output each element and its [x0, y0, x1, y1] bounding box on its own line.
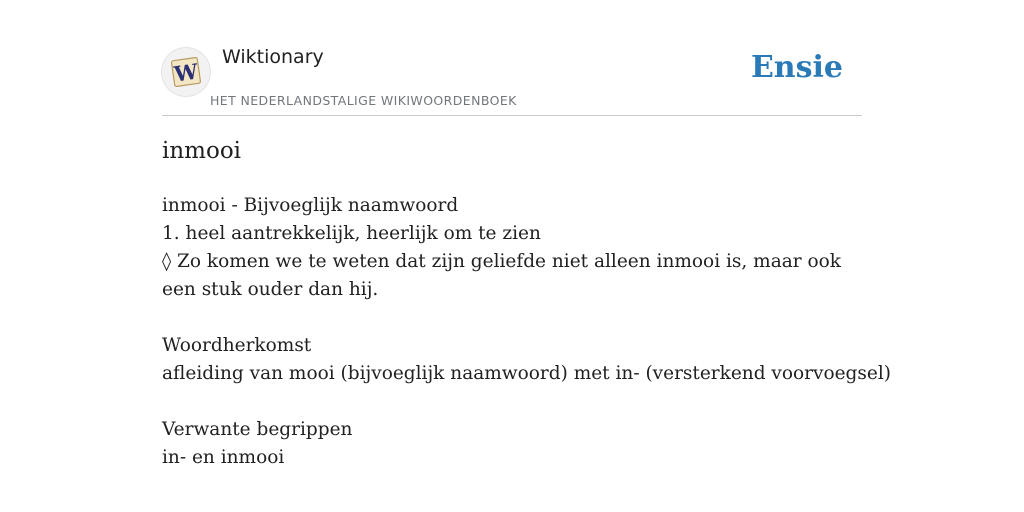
example-sentence: ◊ Zo komen we te weten dat zijn geliefde niet alleen inmooi is, maar ook een stuk ouder dan hij. — [162, 251, 841, 300]
page-title: inmooi — [162, 138, 242, 164]
etymology-text: afleiding van mooi (bijvoeglijk naamwoord) met in- (versterkend voorvoegsel) — [162, 363, 891, 384]
etymology-heading: Woordherkomst — [162, 335, 312, 356]
definition: 1. heel aantrekkelijk, heerlijk om te zien — [162, 223, 541, 244]
wiktionary-w-tile-icon — [162, 48, 210, 96]
spacer — [162, 304, 862, 332]
wiktionary-logo-icon[interactable] — [162, 48, 210, 96]
spacer — [162, 388, 862, 416]
headword-line: inmooi - Bijvoeglijk naamwoord — [162, 195, 459, 216]
related-heading: Verwante begrippen — [162, 419, 353, 440]
related-terms: in- en inmooi — [162, 447, 285, 468]
site-tagline: HET NEDERLANDSTALIGE WIKIWOORDENBOEK — [210, 93, 517, 108]
site-name[interactable]: Wiktionary — [222, 46, 324, 68]
site-header — [162, 44, 862, 116]
svg-text:W: W — [172, 58, 200, 87]
entry-content — [162, 192, 891, 472]
ensie-brand-link[interactable]: Ensie — [750, 50, 843, 85]
